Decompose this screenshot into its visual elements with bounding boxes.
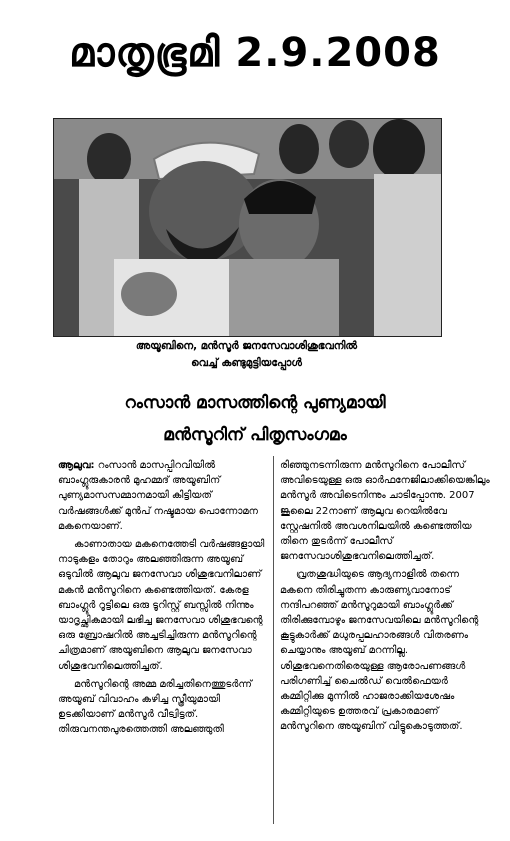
photo-illustration xyxy=(54,119,441,336)
article-paragraph xyxy=(58,458,270,534)
news-photo xyxy=(53,118,442,337)
photo-caption xyxy=(53,338,440,372)
headline-line-2: മൻസൂറിന് പിതൃസംഗമം xyxy=(163,425,347,445)
caption-line-1: അയൂബിനെ, മൻസൂർ ജനസേവാശിശുഭവനിൽ xyxy=(135,340,358,352)
article-paragraph: രിഞ്ഞുനടന്നിരുന്ന മൻസൂറിനെ പോലീസ് അവിടെയുള്ള ഒരു ഓർഫനേജിലാക്കിയെങ്കിലും മൻസൂർ അവിടെനിന്നും ചാടിപ്പോന്നു. 2007 ജൂലൈ 22നാണ് ആലുവ റെയിൽവേ സ്റ്റേഷനിൽ അവശനിലയിൽ കണ്ടെത്തിയ തിനെ തുടർന്ന് പോലീസ് ജനസേവാശിശുഭവനിലെത്തിച്ചത്. xyxy=(280,460,490,563)
article-headline xyxy=(40,387,470,451)
column-divider xyxy=(273,456,274,824)
article-paragraph: കാണാതായ മകനെത്തേടി വർഷങ്ങളായി നാടുകളം തോറും അലഞ്ഞിരുന്ന അയൂബ് ഒടുവിൽ ആലുവ ജനസേവാ ശിശുഭവനിലാണ് മകൻ മൻസൂറിനെ കണ്ടെത്തിയത്. കേരള ബാംഗ്ലൂർ റൂട്ടിലെ ഒരു ടൂറിസ്റ്റ് ബസ്സിൽ നിന്നും യാദൃച്ഛികമായി ലഭിച്ച ജനസേവാ ശിശുഭവന്റെ ഒരു ബ്രോഷറിൽ അച്ചടിച്ചിരുന്ന മൻസൂറിന്റെ ചിത്രമാണ് അയൂബിനെ ആലുവ ജനസേവാ ശിശുഭവനിലെത്തിച്ചത്. xyxy=(58,539,265,672)
caption-line-2: വെച്ച് കണ്ടുമുട്ടിയപ്പോൾ xyxy=(191,357,302,369)
paragraph-text: റംസാൻ മാസപ്പിറവിയിൽ ബാംഗ്ലൂരുകാരൻ മുഹമ്മദ് അയൂബിന് പുണ്യമാസസമ്മാനമായി കിട്ടിയത് വർഷങ്ങൾക്ക് മുൻപ് നഷ്ടമായ പൊന്നോമന മകനെയാണ്. xyxy=(58,460,258,532)
article-paragraph: വ്രതശുദ്ധിയുടെ ആദ്യനാളിൽ തന്നെ മകനെ തിരിച്ചുതന്ന കാരുണ്യവാനോട് നന്ദിപറഞ്ഞ് മൻസൂറുമായി ബാംഗ്ലൂർക്ക് തിരിക്കുമ്പോഴും ജനസേവയിലെ മൻസൂറിന്റെ കൂട്ടുകാർക്ക് മധുരപ്പലഹാരങ്ങൾ വിതരണം ചെയ്യാനും അയൂബ് മറന്നില്ല. ശിശുഭവനെതിരെയുള്ള ആരോപണങ്ങൾ പരിഗണിച്ച് ചൈൽഡ് വെൽഫെയർ കമ്മിറ്റിക്കു മുന്നിൽ ഹാജരാക്കിയശേഷം കമ്മിറ്റിയുടെ ഉത്തരവ് പ്രകാരമാണ് മൻസൂറിനെ അയൂബിന് വിട്ടുകൊടുത്തത്. xyxy=(280,569,479,733)
dateline: ആലുവ: xyxy=(58,460,95,471)
headline-line-1: റംസാൻ മാസത്തിന്റെ പുണ്യമായി xyxy=(124,393,386,413)
article-paragraph: മൻസൂറിന്റെ അമ്മ മരിച്ചതിനെത്തുടർന്ന് അയൂബ് വിവാഹം കഴിച്ച സ്ത്രീയുമായി ഉടക്കിയാണ് മൻസൂർ വീട്വിട്ടത്. തിരുവനന്തപുരത്തെത്തി അലഞ്ഞുതി xyxy=(58,678,252,736)
article-column-left xyxy=(58,458,270,741)
article-column-right xyxy=(280,458,492,738)
newspaper-masthead: മാതൃഭൂമി 2.9.2008 xyxy=(69,30,441,76)
